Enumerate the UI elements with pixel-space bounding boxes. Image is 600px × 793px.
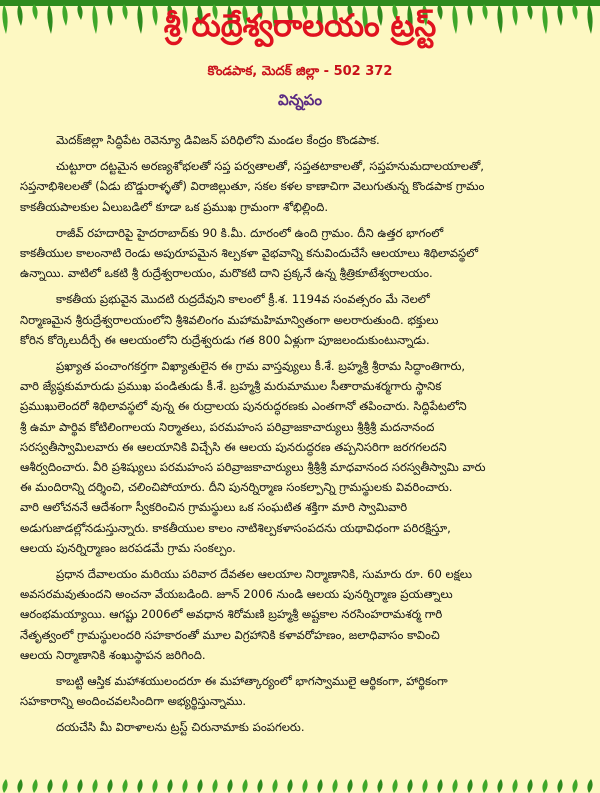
appeal-paragraph — [20, 223, 585, 284]
text-line: ప్రధాన దేవాలయం మరియు పరివార దేవతల ఆలయాల నిర్మాణానికి, సుమారు రూ. 60 లక్షలు — [56, 567, 473, 582]
mango-leaf-icon — [152, 779, 157, 793]
text-line: వారి ఆలోచననే ఆదేశంగా స్వీకరించిన గ్రామస్థులు ఒక సంఘటిత శక్తిగా మారి స్వామివారి — [20, 500, 408, 515]
text-line: ఆలయ పునర్నిర్మాణం జరపడమే గ్రామ సంకల్పం. — [20, 540, 236, 555]
mango-leaf-icon — [122, 779, 127, 793]
mango-leaf-icon — [137, 779, 142, 793]
mango-leaf-icon — [572, 4, 577, 20]
mango-leaf-icon — [497, 779, 502, 793]
mango-leaf-icon — [437, 779, 442, 793]
appeal-paragraph — [20, 717, 585, 737]
mango-leaf-icon — [407, 779, 412, 793]
mango-leaf-icon — [242, 779, 247, 793]
text-line: ప్రఖ్యాత పంచాంగకర్తగా విఖ్యాతులైన ఈ గ్రామ వాస్తవ్యులు కీ.శే. బ్రహ్మశ్రీ శ్రీరామ సిద్ధాంతిగారు, — [56, 359, 466, 374]
text-line: కాబట్టి ఆస్తిక మహాశయులందరూ ఈ మహాత్కార్యంలో భాగస్వాములై ఆర్థికంగా, హార్థికంగా — [56, 674, 448, 689]
mango-leaf-icon — [47, 779, 52, 793]
mango-leaf-icon — [527, 779, 532, 793]
mango-leaf-icon — [257, 779, 262, 793]
text-line: ఈ మందిరాన్ని దర్శించి, చలించిపోయారు. దీని పునర్నిర్మాణ సంకల్పాన్ని గ్రామస్థులకు వివరించారు. — [20, 480, 453, 495]
text-line: ప్రముఖులెందరో శిథిలావస్థలో వున్న ఈ రుద్రాలయ పునరుద్ధరణకు ఎంతగానో తపించారు. సిద్ధిపేటలోని — [20, 399, 467, 414]
text-line: నేతృత్వంలో గ్రామస్థులందరి సహకారంతో మూల విగ్రహానికి కళావరోహణం, జలాధివాసం కావించి — [20, 627, 440, 642]
mango-leaf-icon — [392, 779, 397, 793]
text-line: కాకతీయపాలకుల ఏలుబడిలో కూడా ఒక ప్రముఖ గ్రామంగా శోభిల్లింది. — [20, 199, 329, 214]
text-line: ఆలయ నిర్మాణానికి శంఖుస్థాపన జరిగింది. — [20, 647, 206, 662]
text-line: కాకతీయుల కాలంనాటి రెండు అపురూపమైన శిల్పకళా వైభవాన్ని కనువిందుచేసే ఆలయాలు శిథిలావస్థలో — [20, 246, 479, 261]
mango-leaf-icon — [317, 779, 322, 793]
text-line: అడుగుజాడల్లోనడుస్తున్నారు. కాకతీయుల కాలం నాటిశిల్పకళాసంపదను యథావిధంగా పరిరక్షిస్తూ, — [20, 520, 451, 535]
appeal-paragraph — [20, 564, 585, 665]
appeal-paragraph — [20, 356, 585, 558]
trust-title: శ్రీ రుద్రేశ్వరాలయం ట్రస్ట్ — [163, 8, 437, 44]
mango-leaf-icon — [77, 779, 82, 793]
text-line: ఆరంభమయ్యాయి. ఆగష్టు 2006లో అవధాన శిరోమణి బ్రహ్మశ్రీ అష్టకాల నరసింహరామశర్మ గారి — [20, 607, 443, 622]
mango-leaf-icon — [62, 779, 67, 793]
trust-address: కొండపాక, మెదక్ జిల్లా - 502 372 — [207, 64, 393, 79]
mango-leaf-icon — [452, 779, 457, 793]
mango-leaf-icon — [212, 779, 217, 793]
mango-leaf-icon — [377, 779, 382, 793]
mango-leaf-icon — [227, 779, 232, 793]
text-line: దయచేసి మీ విరాళాలను ట్రస్ట్ చిరునామాకు పంపగలరు. — [56, 720, 305, 735]
mango-leaf-icon — [557, 779, 562, 793]
mango-leaf-icon — [2, 779, 7, 793]
mango-leaf-icon — [512, 779, 517, 793]
text-line: రాజీవ్ రహదారిపై హైదరాబాద్‌కు 90 కి.మీ. దూరంలో ఉంది గ్రామం. దీని ఉత్తర భాగంలో — [56, 225, 444, 240]
text-line: ఆశీర్వదించారు. వీరి ప్రశిష్యులు పరమహంస పరివ్రాజకాచార్యులు శ్రీశ్రీశ్రీ మాధవానంద సరస్వతీస్వామి వారు — [20, 460, 486, 475]
text-line: నిర్మాణమైన శ్రీరుద్రేశ్వరాలయంలోని శ్రీశివలింగం మహామహిమాన్వితంగా అలరారుతుంది. భక్తులు — [20, 312, 439, 327]
mango-leaf-icon — [17, 779, 22, 793]
mango-leaf-icon — [467, 779, 472, 793]
appeal-paragraph — [20, 671, 585, 711]
mango-leaf-icon — [422, 779, 427, 793]
appeal-heading: విన్నపం — [278, 91, 322, 109]
text-line: మెదక్‌జిల్లా సిద్ధిపేట రెవెన్యూ డివిజన్ పరిధిలోని మండల కేంద్రం కొండపాక. — [56, 133, 380, 147]
mango-leaf-icon — [47, 4, 52, 34]
mango-leaf-icon — [542, 779, 547, 793]
mango-leaf-icon — [557, 4, 562, 26]
mango-leaf-icon — [332, 779, 337, 793]
mango-leaf-icon — [167, 779, 172, 793]
mango-leaf-icon — [587, 779, 592, 793]
mango-leaf-icon — [107, 779, 112, 793]
mango-leaf-icon — [347, 779, 352, 793]
text-line: కోరిన కోర్కెలుదీర్చే ఈ ఆలయంలోని రుద్రేశ్వరుడు గత 800 ఏళ్లుగా పూజలందుకుంటున్నాడు. — [20, 332, 430, 347]
mango-leaf-icon — [272, 779, 277, 793]
mango-leaf-icon — [302, 779, 307, 793]
text-line: అవసరమవుతుందని అంచనా వేయబడింది. జూన్ 2006 నుండి ఆలయ పునర్నిర్మాణ ప్రయత్నాలు — [20, 587, 453, 602]
appeal-paragraph — [20, 156, 585, 217]
mango-leaf-icon — [92, 779, 97, 793]
mango-leaf-garland-bottom — [0, 779, 600, 793]
mango-leaf-icon — [572, 779, 577, 793]
text-line: కాకతీయ ప్రభువైన మొదటి రుద్రదేవుని కాలంలో క్రీ.శ. 1194వ సంవత్సరం మే నెలలో — [56, 292, 430, 307]
mango-leaf-icon — [17, 4, 22, 26]
mango-leaf-icon — [2, 4, 7, 34]
text-line: వారి జ్యేష్ఠకుమారుడు ప్రముఖ పండితుడు కీ.శే. బ్రహ్మశ్రీ మరుమాముల సీతారామశర్మగారు స్థానిక — [20, 379, 442, 394]
mango-leaf-icon — [182, 779, 187, 793]
text-line: ఉన్నాయి. వాటిలో ఒకటి శ్రీ రుద్రేశ్వరాలయం, మరొకటి దాని ప్రక్కనే ఉన్న శ్రీత్రికూటేశ్వరాలయం. — [20, 266, 433, 281]
mango-leaf-icon — [362, 779, 367, 793]
text-line: సప్తనాభిశిలలతో (ఏడు బొడ్డురాళ్ళతో) విరాజిల్లుతూ, సకల కళల కాణాచిగా వెలుగుతున్న కొండపాక గ్రామం — [20, 179, 485, 194]
appeal-paragraph — [20, 289, 585, 350]
mango-leaf-icon — [542, 4, 547, 34]
mango-leaf-icon — [197, 779, 202, 793]
mango-leaf-icon — [32, 4, 37, 20]
mango-leaf-icon — [482, 779, 487, 793]
mango-leaf-icon — [32, 779, 37, 793]
mango-leaf-icon — [587, 4, 592, 34]
text-line: సహకారాన్ని అందించవలసిందిగా అభ్యర్థిస్తున్నాము. — [20, 694, 247, 709]
mango-leaf-icon — [287, 779, 292, 793]
appeal-paragraph — [20, 130, 585, 150]
text-line: సరస్వతీస్వామిలవారు ఈ ఆలయానికి విచ్చేసి ఈ ఆలయ పునరుద్ధరణ తప్పనిసరిగా జరగగలదని — [20, 439, 447, 454]
appeal-body — [20, 130, 585, 744]
text-line: చుట్టూరా దట్టమైన అరణ్యశోభలతో సప్త పర్వతాలతో, సప్తతటాకాలతో, సప్తహనుమదాలయాలతో, — [56, 159, 484, 174]
text-line: శ్రీ ఉమా పార్థివ కోటిలింగాలయ నిర్మాతలు, పరమహంస పరివ్రాజకాచార్యులు శ్రీశ్రీశ్రీ మదనానంద — [20, 419, 435, 434]
